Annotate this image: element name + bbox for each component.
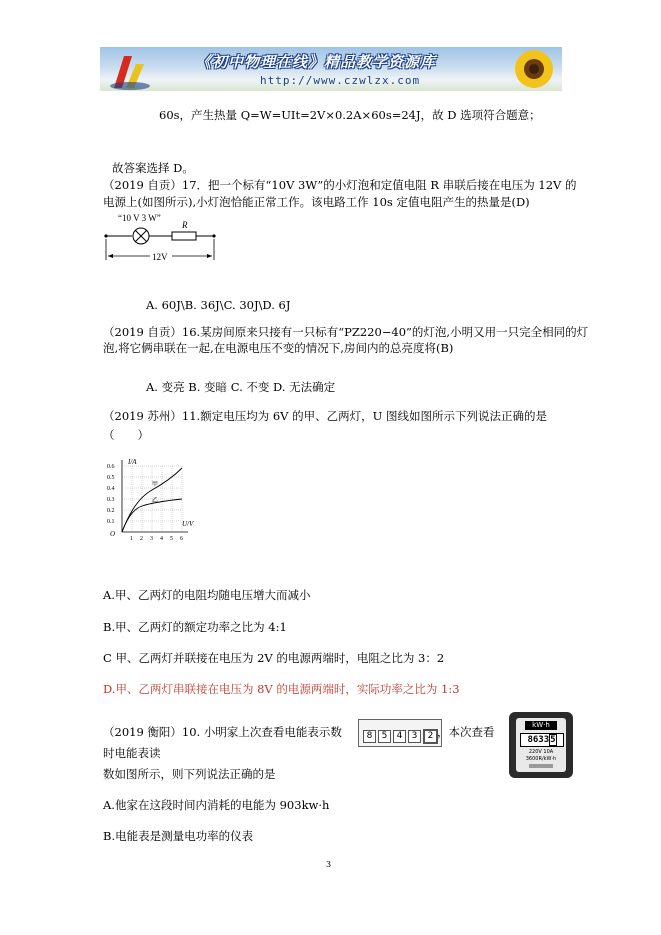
x-axis-label: U/V [182,520,194,528]
previous-meter-reading [358,719,442,747]
meter-digit: 5 [550,735,556,745]
text-line: 数如图所示，则下列说法正确的是 [103,767,276,781]
lamp-label: “10 V 3 W” [118,213,161,223]
resistor-label: R [182,220,188,230]
x-tick: 1 [130,536,133,542]
y-tick: 0.1 [107,519,115,525]
banner-url[interactable]: http://www.czwlzx.com [260,74,421,87]
answer-options: A. 变亮 B. 变暗 C. 不变 D. 无法确定 [146,380,336,394]
electric-meter [509,712,573,778]
option-b: B.电能表是测量电功率的仪表 [103,829,254,843]
option-c: C 甲、乙两灯并联接在电压为 2V 的电源两端时，电阻之比为 3：2 [103,651,445,665]
meter-spec: 220V 10A [528,749,554,755]
option-a: A.他家在这段时间内消耗的电能为 903kw·h [103,798,330,812]
option-b: B.甲、乙两灯的额定功率之比为 4:1 [103,620,287,634]
x-tick: 4 [160,536,163,542]
meter-digit: 5 [378,730,391,743]
circuit-diagram [104,212,220,268]
x-tick: 6 [180,536,183,542]
meter-digit: 2 [423,729,438,744]
y-axis-label: I/A [128,458,137,466]
text-line: 故答案选择 D。 [112,161,194,175]
meter-unit: kW·h [525,721,557,730]
meter-digit: 6 [532,735,539,745]
text-line: ，本次查看 [437,725,495,739]
y-tick: 0.2 [107,508,115,514]
iu-graph [104,456,204,542]
text-line: （2019 苏州）11.额定电压均为 6V 的甲、乙两灯，U 图线如图所示下列说法正确的是 [103,409,547,423]
logo-icon [106,50,154,90]
x-tick: 5 [170,536,173,542]
y-tick: 0.5 [107,475,115,481]
origin-label: O [110,530,116,538]
text-line: 泡,将它俩串联在一起,在电源电压不变的情况下,房间内的总亮度将(B) [103,341,454,355]
x-tick: 2 [140,536,143,542]
resistor-symbol [172,232,196,240]
text-line: 时电能表读 [103,746,161,760]
y-tick: 0.3 [107,497,115,503]
curve-yi-label: 乙 [152,497,159,504]
meter-digit: 8 [363,730,376,743]
meter-spec: 3600R/kW·h [525,756,557,762]
curve-jia-label: 甲 [152,481,159,488]
meter-digit: 3 [408,730,421,743]
voltage-label: 12V [152,252,168,262]
y-tick: 0.4 [107,486,115,492]
text-line: （2019 衡阳）10. 小明家上次查看电能表示数 [103,725,342,739]
option-a: A.甲、乙两灯的电阻均随电压增大而减小 [103,588,311,602]
text-line: 60s，产生热量 Q=W=UIt=2V×0.2A×60s=24J，故 D 选项符合题意； [159,108,541,122]
meter-digit: 3 [543,735,550,745]
meter-digit: 3 [538,735,544,745]
header-banner [100,47,562,91]
meter-digit: 4 [393,730,406,743]
y-tick: 0.6 [107,464,115,470]
text-line: （ ） [103,428,149,442]
option-d-answer: D.甲、乙两灯串联接在电压为 8V 的电源两端时，实际功率之比为 1:3 [103,682,460,696]
x-tick: 3 [150,536,153,542]
meter-digit: 8 [527,735,533,745]
text-line: 电源上(如图所示),小灯泡恰能正常工作。该电路工作 10s 定值电阻产生的热量是(D) [103,195,530,209]
page-number: 3 [326,860,332,869]
text-line: （2019 自贡）17．把一个标有“10V 3W”的小灯泡和定值电阻 R 串联后接在电压为 12V 的 [103,178,577,192]
banner-title: 《初中物理在线》精品教学资源库 [196,53,437,71]
answer-options: A. 60J\B. 36J\C. 30J\D. 6J [146,298,291,312]
text-line: （2019 自贡）16.某房间原来只接有一只标有“PZ220−40”的灯泡,小明又用一只完全相同的灯 [103,325,589,339]
sunflower-icon [502,47,562,91]
